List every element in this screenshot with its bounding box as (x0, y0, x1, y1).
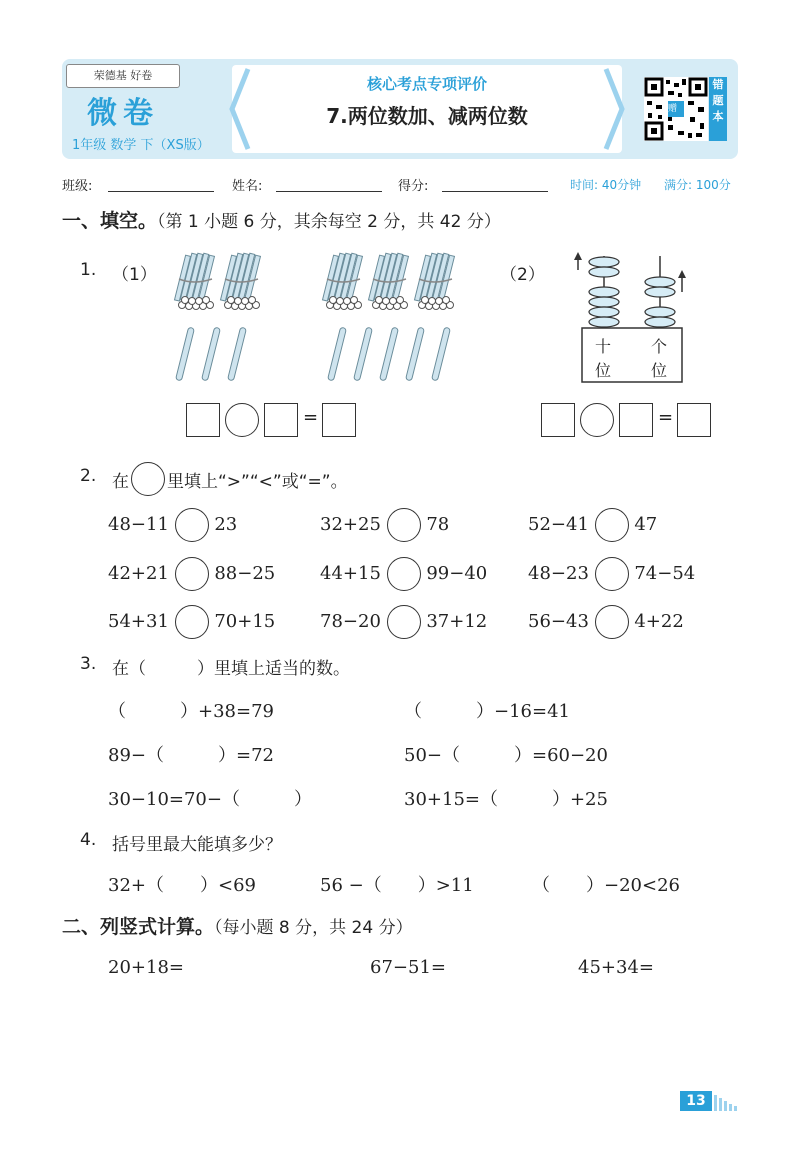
q3-number: 3. (80, 654, 97, 674)
fill-blank-item[interactable]: 50−（ ）=60−20 (404, 745, 608, 766)
fill-blank-item[interactable]: 30+15=（ ）+25 (404, 789, 608, 810)
answer-box[interactable] (264, 403, 298, 437)
q2-text-b: 里填上“>”“<”或“=”。 (167, 471, 348, 492)
vertical-calc-item[interactable]: 45+34= (578, 957, 654, 978)
q2-instruction (112, 462, 348, 496)
stick-bundle (322, 253, 362, 309)
abacus-tens-label: 十 (595, 337, 612, 356)
abacus-figure (570, 250, 690, 385)
answer-box[interactable] (677, 403, 711, 437)
compare-circle[interactable] (595, 605, 629, 639)
vertical-calc-item[interactable]: 20+18= (108, 957, 184, 978)
answer-box[interactable] (541, 403, 575, 437)
brand-title: 微卷 (87, 96, 159, 131)
compare-circle[interactable] (595, 557, 629, 591)
compare-item: 78−20 37+12 (320, 605, 487, 639)
section2-title: 二、列竖式计算。 (62, 916, 215, 938)
single-stick (228, 327, 247, 381)
single-stick (406, 327, 425, 381)
example-circle (131, 462, 165, 496)
compare-item: 48−11 23 (108, 508, 237, 542)
class-field[interactable] (108, 177, 214, 192)
stick-bundle (414, 253, 454, 309)
abacus-tens-label-2: 位 (595, 361, 612, 380)
single-stick (380, 327, 399, 381)
compare-circle[interactable] (387, 557, 421, 591)
section1-heading (62, 206, 501, 233)
q2-number: 2. (80, 466, 97, 486)
q3-instruction: 在（ ）里填上适当的数。 (112, 659, 350, 679)
compare-circle[interactable] (175, 605, 209, 639)
answer-box[interactable] (322, 403, 356, 437)
compare-circle[interactable] (387, 605, 421, 639)
banner-subtitle: 核心考点专项评价 (366, 75, 487, 93)
compare-circle[interactable] (387, 508, 421, 542)
single-stick (432, 327, 451, 381)
q2-text-a: 在 (112, 471, 129, 492)
fill-blank-item[interactable]: （ ）+38=79 (108, 701, 274, 722)
single-stick (354, 327, 373, 381)
max-fill-item[interactable]: 56 −（ ）>11 (320, 875, 474, 896)
page-title: 7.两位数加、减两位数 (326, 104, 528, 128)
compare-item: 44+15 99−40 (320, 557, 487, 591)
score-label: 得分: (398, 179, 429, 194)
compare-circle[interactable] (595, 508, 629, 542)
q4-instruction: 括号里最大能填多少？ (112, 835, 282, 855)
q1-part2-label: （2） (500, 265, 545, 285)
class-label: 班级: (62, 179, 93, 194)
compare-item: 54+31 70+15 (108, 605, 275, 639)
single-stick (328, 327, 347, 381)
compare-item: 42+21 88−25 (108, 557, 275, 591)
section2-heading (62, 912, 413, 939)
fill-blank-item[interactable]: （ ）−16=41 (404, 701, 570, 722)
single-stick (202, 327, 221, 381)
name-field[interactable] (276, 177, 382, 192)
max-fill-item[interactable]: 32+（ ）<69 (108, 875, 256, 896)
counting-sticks-figure (170, 245, 470, 385)
q1-part1-label: （1） (112, 265, 157, 285)
brand-logo: 荣德基 好卷 (66, 64, 180, 88)
equals-sign: = (658, 407, 674, 428)
q1-number: 1. (80, 260, 97, 280)
compare-circle[interactable] (175, 508, 209, 542)
time-limit: 时间: 40分钟 (570, 178, 642, 192)
abacus-ones-label-2: 位 (651, 361, 668, 380)
equals-sign: = (303, 407, 319, 428)
operator-circle[interactable] (580, 403, 614, 437)
score-field[interactable] (442, 177, 548, 192)
qr-badge: 赠 (668, 104, 678, 114)
answer-box[interactable] (619, 403, 653, 437)
stick-bundle (220, 253, 260, 309)
fill-blank-item[interactable]: 89−（ ）=72 (108, 745, 274, 766)
full-score: 满分: 100分 (664, 178, 731, 192)
stick-bundle (368, 253, 408, 309)
name-label: 姓名: (232, 179, 263, 194)
compare-item: 48−23 74−54 (528, 557, 695, 591)
operator-circle[interactable] (225, 403, 259, 437)
fill-blank-item[interactable]: 30−10=70−（ ） (108, 789, 312, 810)
max-fill-item[interactable]: （ ）−20<26 (532, 875, 680, 896)
stick-bundle (174, 253, 214, 309)
section1-title: 一、填空。 (62, 210, 158, 232)
compare-item: 52−41 47 (528, 508, 657, 542)
abacus-ones-label: 个 (651, 337, 668, 356)
single-stick (176, 327, 195, 381)
vertical-calc-item[interactable]: 67−51= (370, 957, 446, 978)
page-number: 13 (680, 1091, 712, 1111)
section2-note: （每小题 8 分，共 24 分） (214, 918, 413, 938)
q4-number: 4. (80, 830, 97, 850)
page-bars-icon (714, 1093, 740, 1111)
answer-box[interactable] (186, 403, 220, 437)
compare-item: 56−43 4+22 (528, 605, 684, 639)
section1-note: （第 1 小题 6 分，其余每空 2 分，共 42 分） (157, 212, 501, 232)
side-label: 错题本 (709, 77, 727, 141)
brand-subtitle: 1年级 数学 下（XS版） (72, 138, 210, 153)
compare-item: 32+25 78 (320, 508, 449, 542)
compare-circle[interactable] (175, 557, 209, 591)
